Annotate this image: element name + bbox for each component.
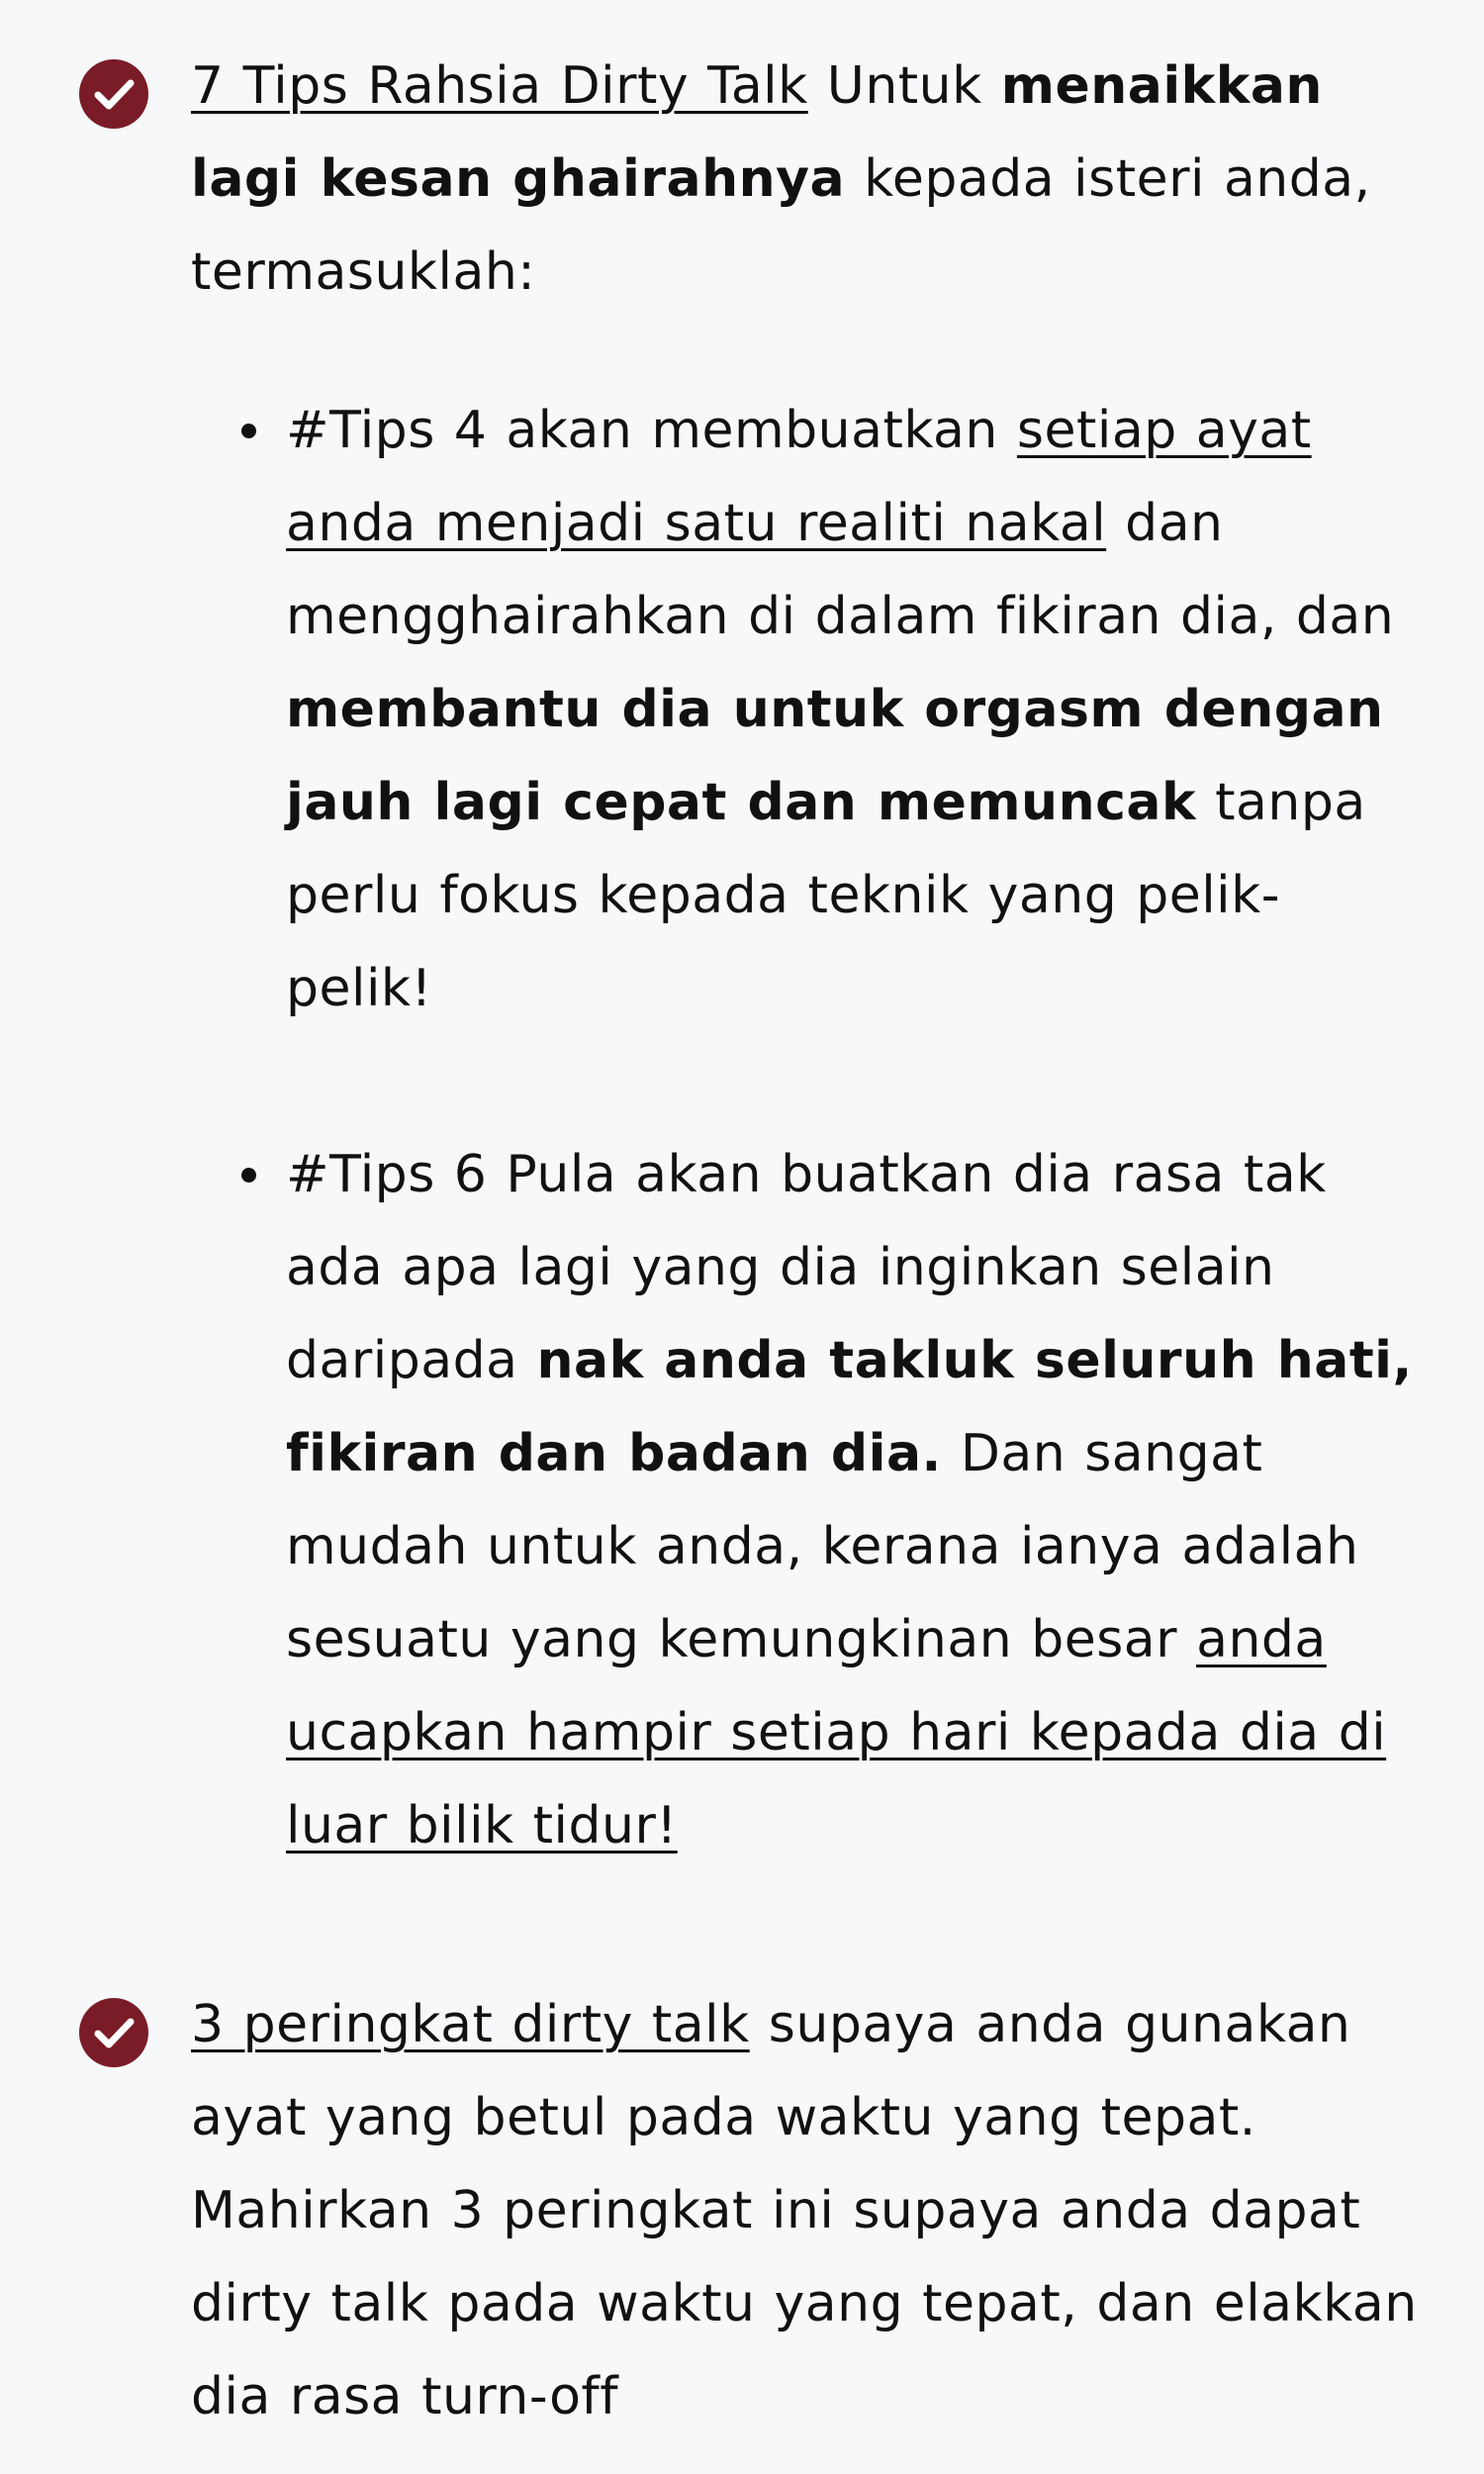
benefit-text-part: supaya anda gunakan ayat yang betul pada waktu yang tepat. Mahirkan 3 peringkat ini supaya anda dapat dirty talk pada waktu yang tepat, dan elakkan dia rasa turn-off <box>191 1995 1418 2426</box>
benefit-text <box>191 1978 1423 2443</box>
benefit-text-part: Untuk <box>807 56 1001 116</box>
check-circle-icon <box>79 1998 148 2067</box>
tip-emphasis: membantu dia untuk orgasm dengan jauh lagi cepat dan memuncak <box>286 680 1384 832</box>
tip-text-part: #Tips 6 Pula akan buatkan dia rasa tak ada apa lagi yang dia inginkan selain daripada <box>286 1145 1327 1390</box>
tip-text <box>286 1128 1414 1872</box>
benefit-text-part: kepada isteri anda, termasuklah: <box>191 149 1371 302</box>
tip-text-part: #Tips 4 akan membuatkan <box>286 401 1017 460</box>
tip-text <box>286 384 1414 1035</box>
check-circle-icon <box>79 59 148 129</box>
benefit-item <box>0 1978 1423 2443</box>
tip-link[interactable]: setiap ayat anda menjadi satu realiti nakal <box>286 401 1312 553</box>
tip-bullet <box>0 384 1414 1035</box>
tip-emphasis: nak anda takluk seluruh hati, fikiran dan badan dia. <box>286 1331 1413 1483</box>
benefit-link[interactable]: 3 peringkat dirty talk <box>191 1995 750 2054</box>
tip-text-part: tanpa perlu fokus kepada teknik yang pelik-pelik! <box>286 773 1366 1018</box>
tip-bullet <box>0 1128 1414 1872</box>
benefit-emphasis: menaikkan lagi kesan ghairahnya <box>191 56 1323 209</box>
tip-text-part: dan mengghairahkan di dalam fikiran dia, dan <box>286 494 1395 646</box>
tip-text-part: Dan sangat mudah untuk anda, kerana ianya adalah sesuatu yang kemungkinan besar <box>286 1424 1359 1669</box>
tip-link[interactable]: anda ucapkan hampir setiap hari kepada dia di luar bilik tidur! <box>286 1610 1387 1856</box>
bullet-dot-icon <box>241 1168 256 1183</box>
benefit-item <box>0 40 1423 319</box>
benefit-text <box>191 40 1423 319</box>
benefit-link[interactable]: 7 Tips Rahsia Dirty Talk <box>191 56 808 116</box>
bullet-dot-icon <box>241 424 256 438</box>
